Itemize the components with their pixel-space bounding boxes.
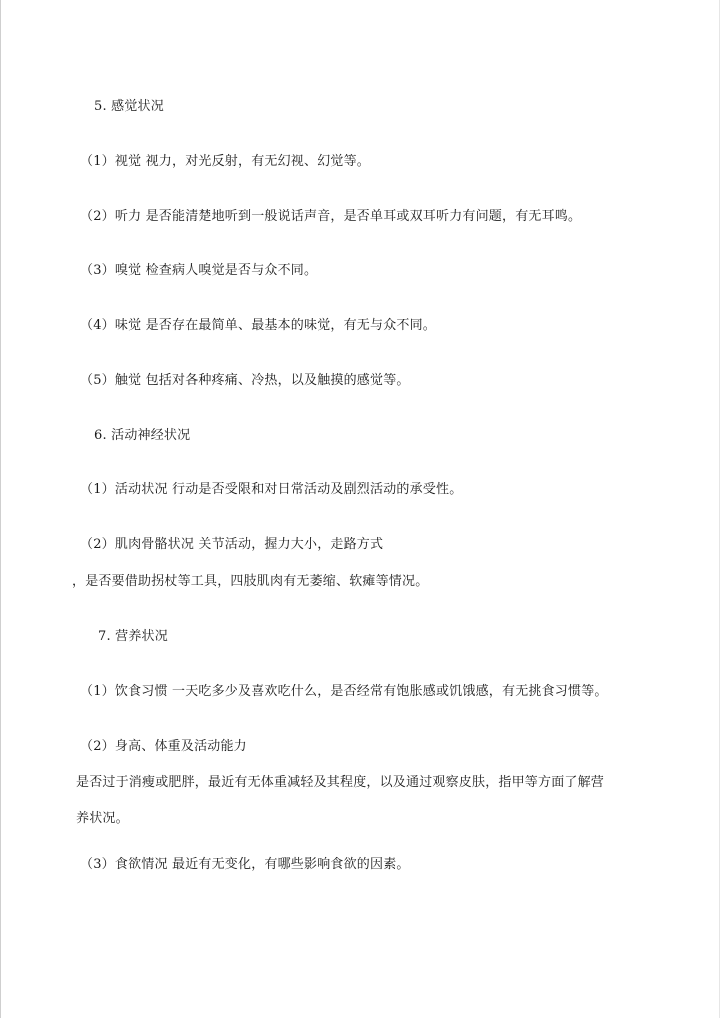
section-heading-nutrition: 7. 营养状况 [98,629,168,644]
paragraph-vision: （1）视觉 视力，对光反射，有无幻视、幻觉等。 [80,154,371,169]
paragraph-appetite: （3）食欲情况 最近有无变化，有哪些影响食欲的因素。 [80,857,410,872]
paragraph-activity-status: （1）活动状况 行动是否受限和对日常活动及剧烈活动的承受性。 [80,482,463,497]
paragraph-height-weight-end: 养状况。 [76,811,129,826]
paragraph-musculoskeletal-cont: ，是否要借助拐杖等工具，四肢肌肉有无萎缩、软瘫等情况。 [72,574,429,589]
paragraph-taste: （4）味觉 是否存在最简单、最基本的味觉，有无与众不同。 [80,318,437,333]
paragraph-height-weight: （2）身高、体重及活动能力 [80,739,247,754]
paragraph-musculoskeletal: （2）肌肉骨骼状况 关节活动，握力大小，走路方式 [80,537,384,552]
paragraph-touch: （5）触觉 包括对各种疼痛、冷热，以及触摸的感觉等。 [80,373,410,388]
section-heading-sensory: 5. 感觉状况 [94,99,164,114]
paragraph-hearing: （2）听力 是否能清楚地听到一般说话声音，是否单耳或双耳听力有问题，有无耳鸣。 [80,209,582,224]
section-heading-activity: 6. 活动神经状况 [94,428,191,443]
paragraph-eating-habits: （1）饮食习惯 一天吃多少及喜欢吃什么，是否经常有饱胀感或饥饿感，有无挑食习惯等。 [80,684,608,699]
paragraph-height-weight-cont: 是否过于消瘦或肥胖，最近有无体重减轻及其程度，以及通过观察皮肤，指甲等方面了解营 [76,775,605,790]
page-left-edge [0,0,1,1018]
paragraph-smell: （3）嗅觉 检查病人嗅觉是否与众不同。 [80,263,318,278]
